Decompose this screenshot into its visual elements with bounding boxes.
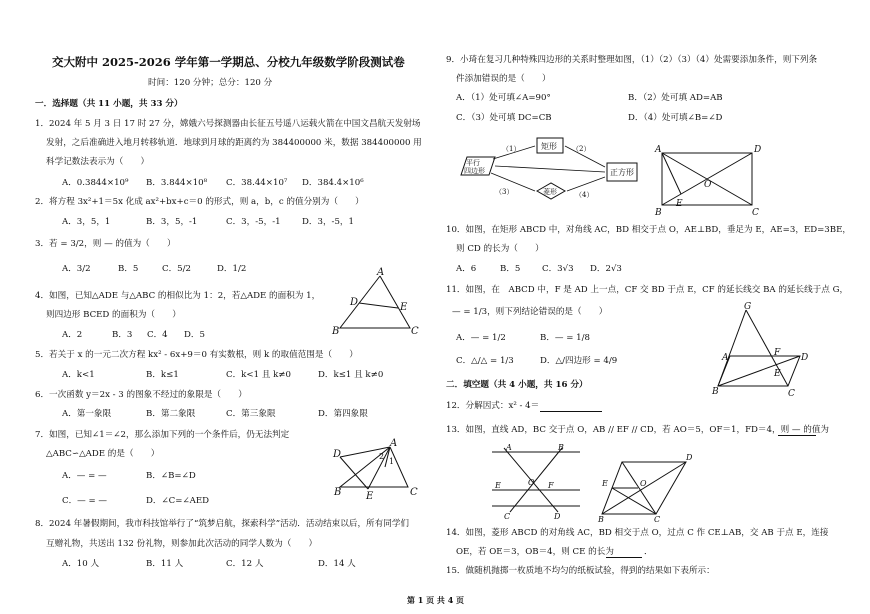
q7-option-b: B．∠B=∠D — [146, 471, 196, 481]
q13-label-c: C — [504, 512, 511, 521]
q7-label-b: B — [334, 487, 342, 498]
q4-option-d: D．5 — [184, 330, 205, 340]
q2-option-c: C．3，-5，-1 — [226, 217, 281, 227]
q7-angle-1: 1 — [389, 457, 395, 466]
q6-option-b: B．第二象限 — [146, 409, 196, 419]
q10-label-c: C — [752, 208, 759, 218]
q14-label-b: B — [598, 515, 604, 524]
q3-option-d: D．1/2 — [217, 264, 247, 274]
q4-option-c: C．4 — [147, 330, 168, 340]
q9-label-3: （3） — [495, 188, 514, 196]
q11-label-d: D — [801, 353, 809, 363]
q10-option-a: A．6 — [456, 264, 477, 274]
q10-label-d: D — [754, 145, 762, 155]
q4-label-b: B — [332, 326, 340, 337]
q10-rectangle-figure — [652, 145, 772, 218]
q7-label-c: C — [410, 487, 418, 498]
q10-option-c: C．3√3 — [542, 264, 574, 274]
q7-option-d: D．∠C=∠AED — [146, 496, 210, 506]
q14-line2: OE，若 OE＝3，OB＝4，则 CE 的长为 — [456, 547, 614, 557]
q8-option-a: A．10 人 — [62, 559, 100, 569]
q13-label-f: F — [548, 481, 554, 490]
q5-option-a: A．k<1 — [62, 370, 95, 380]
q14-label-c: C — [654, 515, 661, 524]
exam-time-score: 时间：120 分钟；总分：120 分 — [148, 78, 273, 88]
q4-line1: 4．如图，已知△ADE 与△ABC 的相似比为 1：2，若△ADE 的面积为 1， — [35, 291, 321, 301]
q3-stem: 3．若 = 3/2，则 — 的值为（ ） — [35, 239, 176, 249]
q7-label-a: A — [390, 438, 398, 449]
q2-option-d: D．3，-5，1 — [302, 217, 354, 227]
q13-parallel-lines-figure — [490, 442, 590, 522]
q12-stem: 12．分解因式：x² - 4＝ — [446, 401, 540, 411]
section-2-heading: 二．填空题（共 4 小题，共 16 分） — [446, 380, 588, 390]
q5-stem: 5．若关于 x 的一元二次方程 kx² - 6x+9＝0 有实数根，则 k 的取值范围是（ ） — [35, 350, 358, 360]
q9-box-rectangle: 矩形 — [541, 142, 557, 151]
q9-label-2: （2） — [572, 145, 591, 153]
q13-label-b: B — [558, 443, 564, 452]
q14-answer-blank[interactable] — [606, 557, 642, 558]
q14-label-d: D — [686, 453, 693, 462]
q14-label-o: O — [640, 479, 647, 488]
q4-label-e: E — [400, 302, 408, 313]
q3-option-b: B．5 — [118, 264, 139, 274]
q5-option-d: D．k≤1 且 k≠0 — [318, 370, 384, 380]
q9-line1: 9．小琦在复习几种特殊四边形的关系时整理如图，（1）（2）（3）（4）处需要添加条件，则下列条 — [446, 55, 818, 65]
q1-option-d: D．384.4×10⁶ — [302, 178, 364, 188]
q9-box-parallelogram-2: 四边形 — [464, 167, 485, 175]
q9-box-rhombus: 菱形 — [543, 188, 557, 196]
q7-angle-2: 2 — [379, 452, 385, 461]
q2-option-b: B．3，5，-1 — [146, 217, 198, 227]
q14-period: ． — [644, 547, 653, 557]
q7-label-e: E — [366, 491, 374, 502]
q10-label-o: O — [704, 180, 712, 190]
q4-triangle-figure — [330, 268, 430, 343]
q11-label-b: B — [712, 387, 719, 397]
q13-stem: 13．如图，直线 AD，BC 交于点 O，AB // EF // CD，若 AO＝5，OF＝1，FD＝4，则 — 的值为 — [446, 425, 830, 435]
q9-box-square: 正方形 — [610, 168, 634, 177]
q9-option-c: C．（3）处可填 DC=CB — [456, 113, 552, 123]
q7-label-d: D — [333, 449, 342, 460]
q10-option-d: D．2√3 — [590, 264, 622, 274]
q11-option-c: C．△/△ = 1/3 — [456, 356, 514, 366]
q10-option-b: B．5 — [500, 264, 521, 274]
q8-option-d: D．14 人 — [318, 559, 356, 569]
q5-option-c: C．k<1 且 k≠0 — [226, 370, 291, 380]
q6-stem: 6．一次函数 y＝2x - 3 的图象不经过的象限是（ ） — [35, 390, 247, 400]
q8-option-c: C．12 人 — [226, 559, 264, 569]
q13-label-e: E — [495, 481, 501, 490]
q3-option-c: C．5/2 — [162, 264, 191, 274]
q10-label-b: B — [655, 208, 662, 218]
q10-line1: 10．如图，在矩形 ABCD 中，对角线 AC，BD 相交于点 O，AE⊥BD，垂足为 E，AE=3，ED=3BE， — [446, 225, 851, 235]
q7-line2: △ABC∽△ADE 的是（ ） — [46, 449, 160, 459]
q4-option-b: B．3 — [112, 330, 133, 340]
q6-option-c: C．第三象限 — [226, 409, 276, 419]
q7-option-a: A．— = — — [62, 471, 107, 481]
q11-line1: 11．如图，在 ABCD 中，F 是 AD 上一点，CF 交 BD 于点 E，CF 的延长线交 BA 的延长线于点 G， — [446, 285, 849, 295]
q9-option-a: A．（1）处可填∠A=90° — [456, 93, 551, 103]
q1-option-b: B．3.844×10⁸ — [146, 178, 208, 188]
q11-option-b: B．— = 1/8 — [540, 333, 590, 343]
q10-label-e: E — [676, 199, 683, 209]
q5-option-b: B．k≤1 — [146, 370, 179, 380]
q10-line2: 则 CD 的长为（ ） — [456, 244, 544, 254]
q1-option-a: A．0.3844×10⁹ — [62, 178, 129, 188]
q4-label-c: C — [411, 326, 419, 337]
q1-line1: 1．2024 年 5 月 3 日 17 时 27 分，嫦娥六号探测器由长征五号遥八运载火箭在中国文昌航天发射场 — [35, 119, 421, 129]
q11-label-g: G — [744, 302, 752, 312]
q15-stem: 15．做随机抛掷一枚质地不均匀的纸板试验，得到的结果如下表所示： — [446, 566, 715, 576]
q9-quadrilateral-flowchart — [455, 135, 650, 215]
q13-answer-blank[interactable] — [778, 435, 816, 436]
q2-stem: 2．将方程 3x²+1＝5x 化成 ax²+bx+c＝0 的形式，则 a，b，c 的值分别为（ ） — [35, 197, 364, 207]
q14-rhombus-figure — [600, 452, 700, 522]
q2-option-a: A．3，5，1 — [62, 217, 111, 227]
q11-option-d: D．△/四边形 = 4/9 — [540, 356, 618, 366]
page-footer: 第 1 页 共 4 页 — [407, 595, 465, 605]
q7-line1: 7．如图，已知∠1＝∠2，那么添加下列的一个条件后，仍无法判定 — [35, 430, 290, 440]
q1-option-c: C．38.44×10⁷ — [226, 178, 288, 188]
q9-line2: 件添加错误的是（ ） — [456, 74, 551, 84]
q13-label-d: D — [554, 512, 561, 521]
q14-label-e: E — [602, 479, 608, 488]
q4-label-d: D — [350, 297, 359, 308]
section-1-heading: 一．选择题（共 11 小题，共 33 分） — [35, 99, 183, 109]
q13-label-a: A — [506, 443, 512, 452]
q11-label-f: F — [774, 348, 781, 358]
q4-label-a: A — [377, 267, 385, 278]
q7-option-c: C．— = — — [62, 496, 108, 506]
q13-label-o: O — [528, 478, 535, 487]
q1-line2: 发射，之后准确进入地月转移轨道．地球到月球的距离约为 384400000 米，数据 384400000 用 — [46, 138, 422, 148]
q1-line3: 科学记数法表示为（ ） — [46, 157, 150, 167]
q14-line1: 14．如图，菱形 ABCD 的对角线 AC，BD 相交于点 O，过点 C 作 CE⊥AB，交 AB 于点 E，连接 — [446, 528, 829, 538]
q8-option-b: B．11 人 — [146, 559, 184, 569]
q6-option-d: D．第四象限 — [318, 409, 368, 419]
q8-line2: 互赠礼物，共送出 132 份礼物，则参加此次活动的同学人数为（ ） — [46, 539, 318, 549]
q9-box-parallelogram-1: 平行 — [466, 159, 480, 167]
q11-line2: — = 1/3，则下列结论错误的是（ ） — [452, 307, 608, 317]
q6-option-a: A．第一象限 — [62, 409, 112, 419]
q12-answer-blank[interactable] — [540, 411, 602, 412]
q11-label-a: A — [722, 353, 729, 363]
q9-label-4: （4） — [575, 191, 594, 199]
q11-parallelogram-figure — [708, 300, 808, 400]
q10-label-a: A — [655, 145, 662, 155]
q4-line2: 则四边形 BCED 的面积为（ ） — [46, 310, 181, 320]
q8-line1: 8．2024 年暑假期间，我市科技馆举行了“筑梦启航，探索科学”活动．活动结束以后，所有同学们 — [35, 519, 410, 529]
q4-option-a: A．2 — [62, 330, 83, 340]
q9-label-1: （1） — [502, 145, 521, 153]
q9-option-d: D．（4）处可填∠B=∠D — [628, 113, 723, 123]
q9-option-b: B．（2）处可填 AD=AB — [628, 93, 723, 103]
q3-option-a: A．3/2 — [62, 264, 91, 274]
page-title: 交大附中 2025-2026 学年第一学期总、分校九年级数学阶段测试卷 — [52, 55, 405, 69]
q11-label-e: E — [774, 369, 781, 379]
q11-option-a: A．— = 1/2 — [456, 333, 506, 343]
q11-label-c: C — [788, 389, 795, 399]
q7-triangle-figure — [330, 437, 430, 507]
